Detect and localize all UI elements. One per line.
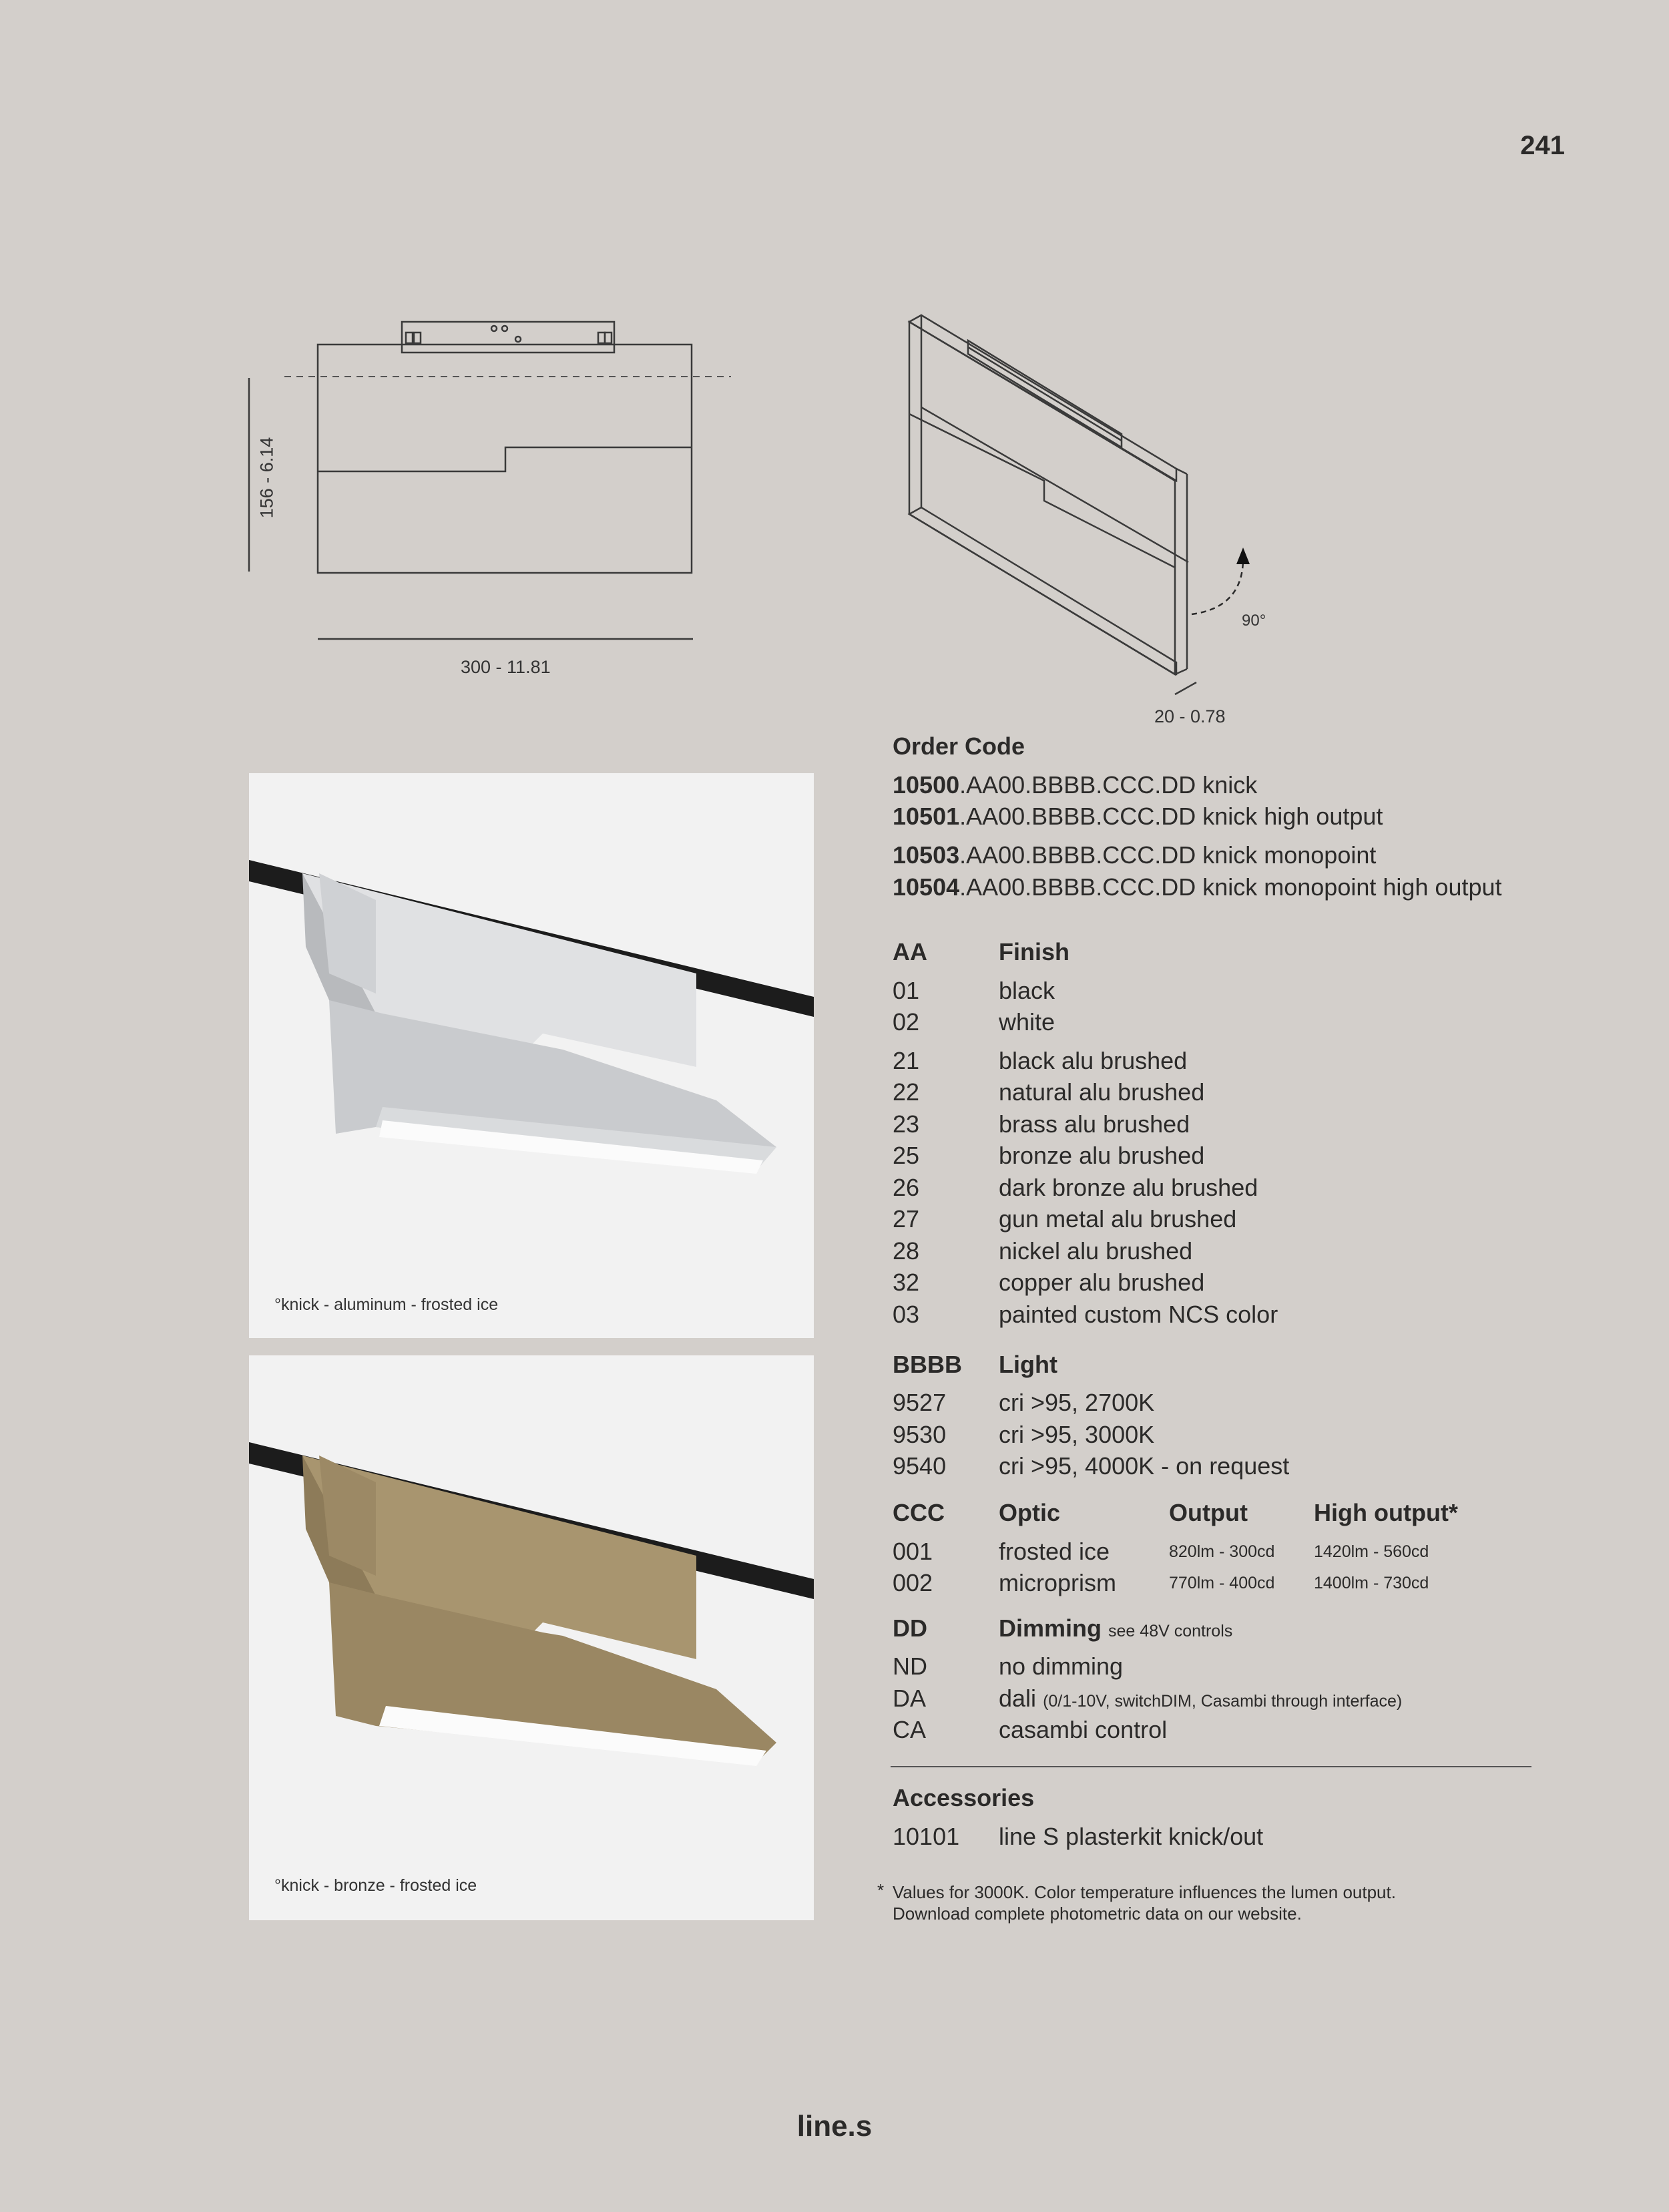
rotation-label: 90° <box>1242 612 1266 630</box>
optic-output: 770lm - 400cd <box>1169 1574 1275 1592</box>
optic-output: 820lm - 300cd <box>1169 1542 1275 1561</box>
product-photo-aluminum <box>249 773 814 1338</box>
dimming-code: ND <box>893 1652 927 1680</box>
product-photo-bronze <box>249 1355 814 1920</box>
footnote-line-1: Values for 3000K. Color temperature influences the lumen output. <box>893 1882 1396 1902</box>
page-number: 241 <box>1520 131 1565 160</box>
dimming-detail: (0/1-10V, switchDIM, Casambi through interface) <box>1043 1692 1403 1711</box>
depth-dimension: 20 - 0.78 <box>1154 706 1226 726</box>
footnote-line-2: Download complete photometric data on our website. <box>893 1904 1302 1924</box>
finish-label: natural alu brushed <box>999 1078 1205 1106</box>
light-title: Light <box>999 1351 1057 1378</box>
order-code-number: 10500 <box>893 771 960 799</box>
order-code-number: 10503 <box>893 841 960 869</box>
dimming-option <box>999 1685 1402 1713</box>
finish-label: bronze alu brushed <box>999 1142 1205 1169</box>
order-code-number: 10504 <box>893 873 960 901</box>
perspective-drawing <box>881 314 1282 701</box>
finish-label: black <box>999 977 1055 1004</box>
light-key: BBBB <box>893 1351 962 1378</box>
brand-name: line.s <box>796 2110 873 2143</box>
optic-key: CCC <box>893 1499 945 1526</box>
light-code: 9527 <box>893 1389 947 1416</box>
finish-code: 27 <box>893 1205 920 1233</box>
optic-title: Optic <box>999 1499 1061 1526</box>
finish-label: nickel alu brushed <box>999 1237 1193 1265</box>
accessories-title: Accessories <box>893 1784 1035 1811</box>
order-code-number: 10501 <box>893 803 960 830</box>
high-output-title: High output* <box>1314 1499 1458 1526</box>
dimming-note: see 48V controls <box>1108 1622 1233 1640</box>
order-code-line <box>893 771 1257 799</box>
finish-label: black alu brushed <box>999 1047 1188 1074</box>
finish-code: 32 <box>893 1269 920 1296</box>
finish-code: 28 <box>893 1237 920 1265</box>
light-code: 9530 <box>893 1421 947 1448</box>
output-title: Output <box>1169 1499 1248 1526</box>
height-dimension: 156 - 6.14 <box>256 437 277 519</box>
light-code: 9540 <box>893 1452 947 1480</box>
finish-code: 26 <box>893 1174 920 1201</box>
order-code-line <box>893 873 1502 901</box>
finish-label: painted custom NCS color <box>999 1301 1278 1328</box>
light-label: cri >95, 2700K <box>999 1389 1155 1416</box>
dimming-label: casambi control <box>999 1716 1168 1743</box>
light-label: cri >95, 3000K <box>999 1421 1155 1448</box>
photo-caption-bronze: °knick - bronze - frosted ice <box>274 1876 477 1895</box>
order-code-title: Order Code <box>893 732 1025 760</box>
divider <box>891 1766 1531 1767</box>
optic-high-output: 1400lm - 730cd <box>1314 1574 1429 1592</box>
width-dimension: 300 - 11.81 <box>461 657 551 677</box>
dimming-label: no dimming <box>999 1652 1124 1680</box>
order-code-suffix: .AA00.BBBB.CCC.DD knick monopoint <box>959 841 1377 869</box>
dimming-header <box>999 1614 1232 1642</box>
finish-code: 25 <box>893 1142 920 1169</box>
dimming-label: dali <box>999 1685 1037 1712</box>
order-code-suffix: .AA00.BBBB.CCC.DD knick high output <box>959 803 1383 830</box>
accessory-label: line S plasterkit knick/out <box>999 1823 1264 1850</box>
finish-code: 22 <box>893 1078 920 1106</box>
finish-label: dark bronze alu brushed <box>999 1174 1258 1201</box>
optic-label: frosted ice <box>999 1538 1110 1565</box>
finish-code: 02 <box>893 1008 920 1036</box>
finish-title: Finish <box>999 938 1069 965</box>
finish-label: copper alu brushed <box>999 1269 1205 1296</box>
dimming-title: Dimming <box>999 1614 1102 1642</box>
dimming-code: DA <box>893 1685 927 1712</box>
finish-code: 01 <box>893 977 920 1004</box>
optic-code: 002 <box>893 1569 933 1596</box>
accessory-code: 10101 <box>893 1823 960 1850</box>
finish-code: 03 <box>893 1301 920 1328</box>
light-label: cri >95, 4000K - on request <box>999 1452 1290 1480</box>
optic-label: microprism <box>999 1569 1116 1596</box>
finish-label: gun metal alu brushed <box>999 1205 1237 1233</box>
finish-key: AA <box>893 938 927 965</box>
dimming-code: CA <box>893 1716 927 1743</box>
finish-label: white <box>999 1008 1055 1036</box>
order-code-suffix: .AA00.BBBB.CCC.DD knick <box>959 771 1258 799</box>
order-code-line <box>893 803 1383 831</box>
dimming-key: DD <box>893 1614 927 1642</box>
order-code-suffix: .AA00.BBBB.CCC.DD knick monopoint high output <box>959 873 1502 901</box>
front-view-drawing <box>200 314 734 661</box>
order-code-line <box>893 841 1376 869</box>
optic-high-output: 1420lm - 560cd <box>1314 1542 1429 1561</box>
photo-caption-aluminum: °knick - aluminum - frosted ice <box>274 1295 499 1314</box>
footnote-star: * <box>877 1880 885 1900</box>
finish-code: 21 <box>893 1047 920 1074</box>
optic-code: 001 <box>893 1538 933 1565</box>
finish-code: 23 <box>893 1110 920 1138</box>
finish-label: brass alu brushed <box>999 1110 1190 1138</box>
